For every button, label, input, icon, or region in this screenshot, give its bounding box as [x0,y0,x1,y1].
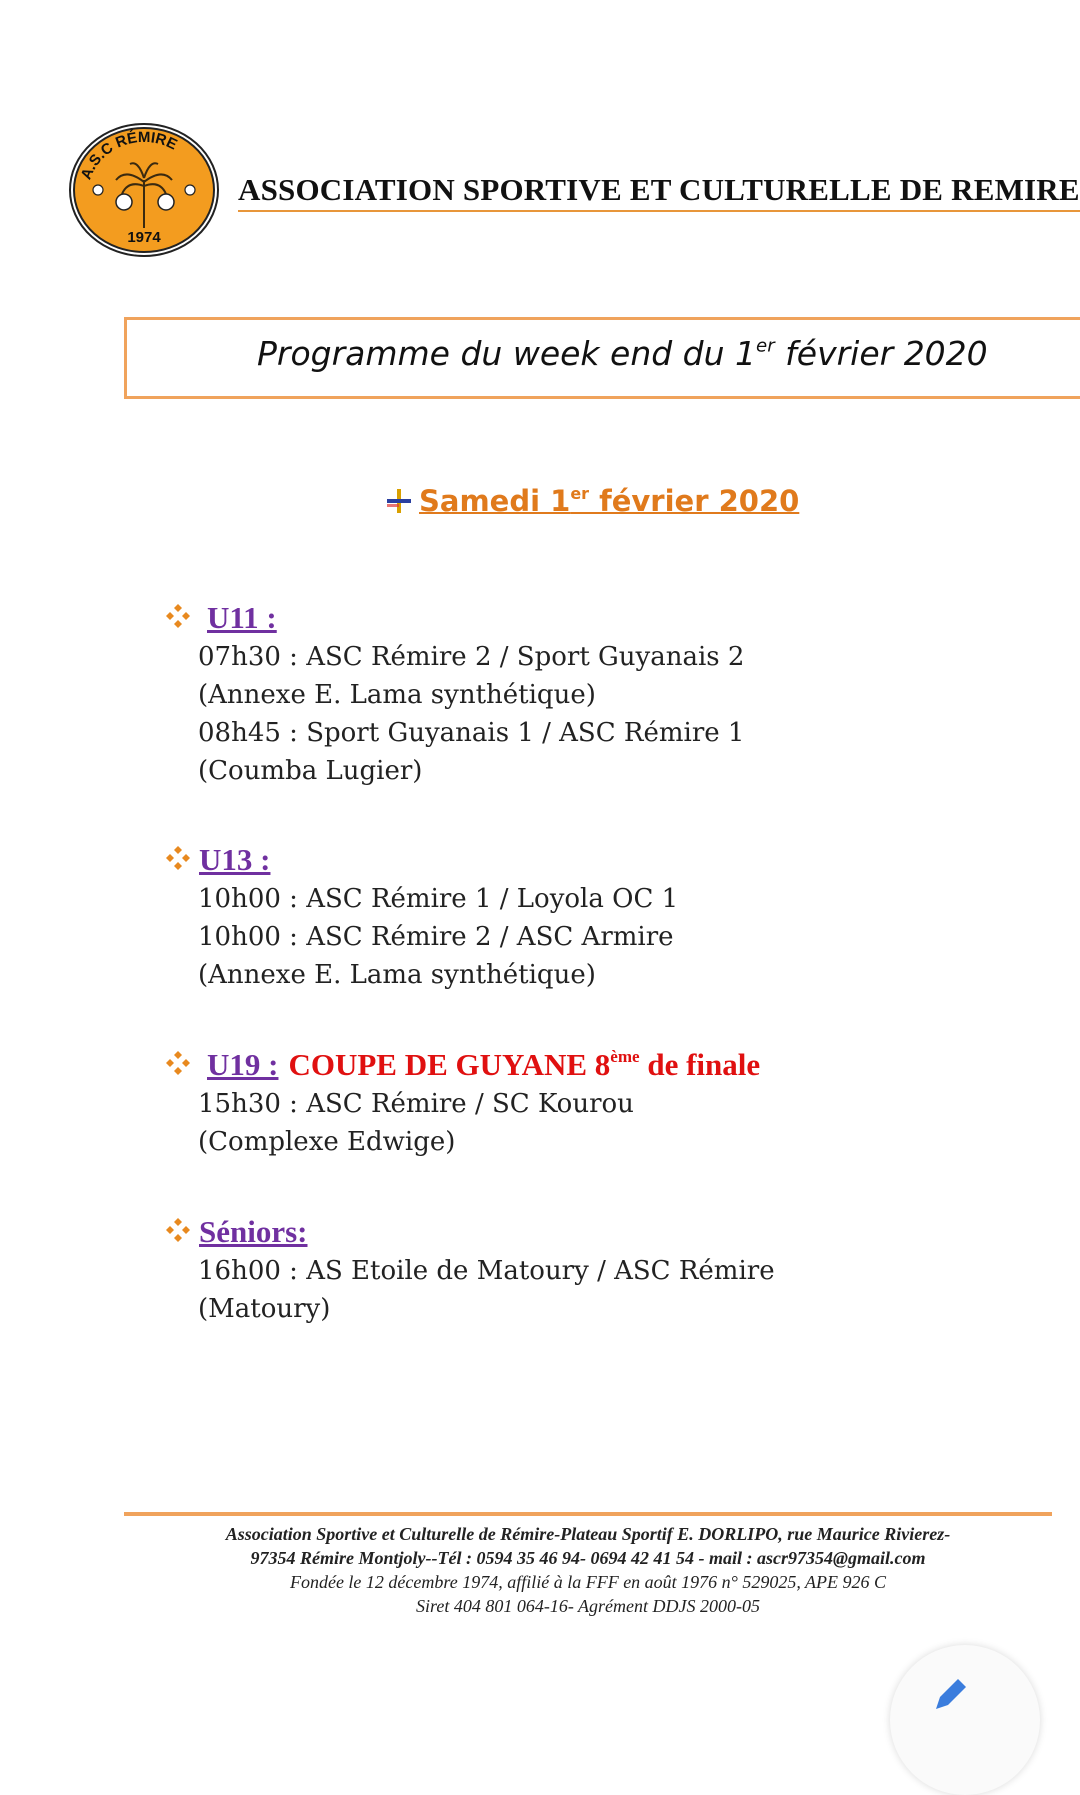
match-line: 08h45 : Sport Guyanais 1 / ASC Rémire 1 [198,718,745,748]
pencil-icon [930,1675,970,1715]
category-label-u13: U13 : [199,842,271,877]
program-banner [124,317,1080,399]
footer-registration: Siret 404 801 064-16- Agrément DDJS 2000-05 [416,1596,760,1616]
section-u19 [165,1047,760,1161]
logo-year: 1974 [127,229,161,246]
diamond-bullet-icon [165,1217,191,1243]
footer-contact: 97354 Rémire Montjoly--Tél : 0594 35 46 94- 0694 42 41 54 - mail : ascr97354@gmail.com [250,1548,926,1568]
program-title: Programme du week end du 1er février 2020 [257,334,988,373]
day-heading [385,484,799,518]
cross-bullet-icon [385,487,413,515]
footer-foundation: Fondée le 12 décembre 1974, affilié à la FFF en août 1976 n° 529025, APE 926 C [289,1572,887,1592]
club-logo [66,120,222,260]
day-title: Samedi 1er février 2020 [419,484,800,518]
match-line: 10h00 : ASC Rémire 1 / Loyola OC 1 [198,884,679,914]
diamond-bullet-icon [165,1050,191,1076]
logo-arc-text: A.S.C RÉMIRE [77,128,180,183]
footer-address: Association Sportive et Culturelle de Rémire-Plateau Sportif E. DORLIPO, rue Maurice Rivierez- [225,1524,951,1544]
section-u11 [165,600,744,790]
diamond-bullet-icon [165,603,191,629]
match-line: 15h30 : ASC Rémire / SC Kourou [198,1089,634,1119]
match-line: 16h00 : AS Etoile de Matoury / ASC Rémire [198,1256,775,1286]
match-line: 07h30 : ASC Rémire 2 / Sport Guyanais 2 [198,642,745,672]
organization-title: ASSOCIATION SPORTIVE ET CULTURELLE DE REMIRE [238,172,1080,212]
diamond-bullet-icon [165,845,191,871]
category-label-u19: U19 : [207,1047,279,1082]
footer [124,1522,1052,1618]
venue-line: (Annexe E. Lama synthétique) [198,960,596,990]
category-label-u11: U11 : [207,600,277,635]
match-line: 10h00 : ASC Rémire 2 / ASC Armire [198,922,674,952]
venue-line: (Annexe E. Lama synthétique) [198,680,596,710]
venue-line: (Coumba Lugier) [198,756,423,786]
section-u13 [165,842,678,994]
cup-label: COUPE DE GUYANE 8ème de finale [288,1047,761,1082]
section-seniors [165,1214,775,1328]
floating-edit-button[interactable] [890,1645,1040,1795]
footer-divider [124,1512,1052,1516]
venue-line: (Complexe Edwige) [198,1127,456,1157]
venue-line: (Matoury) [198,1294,331,1324]
category-label-seniors: Séniors: [199,1214,308,1249]
